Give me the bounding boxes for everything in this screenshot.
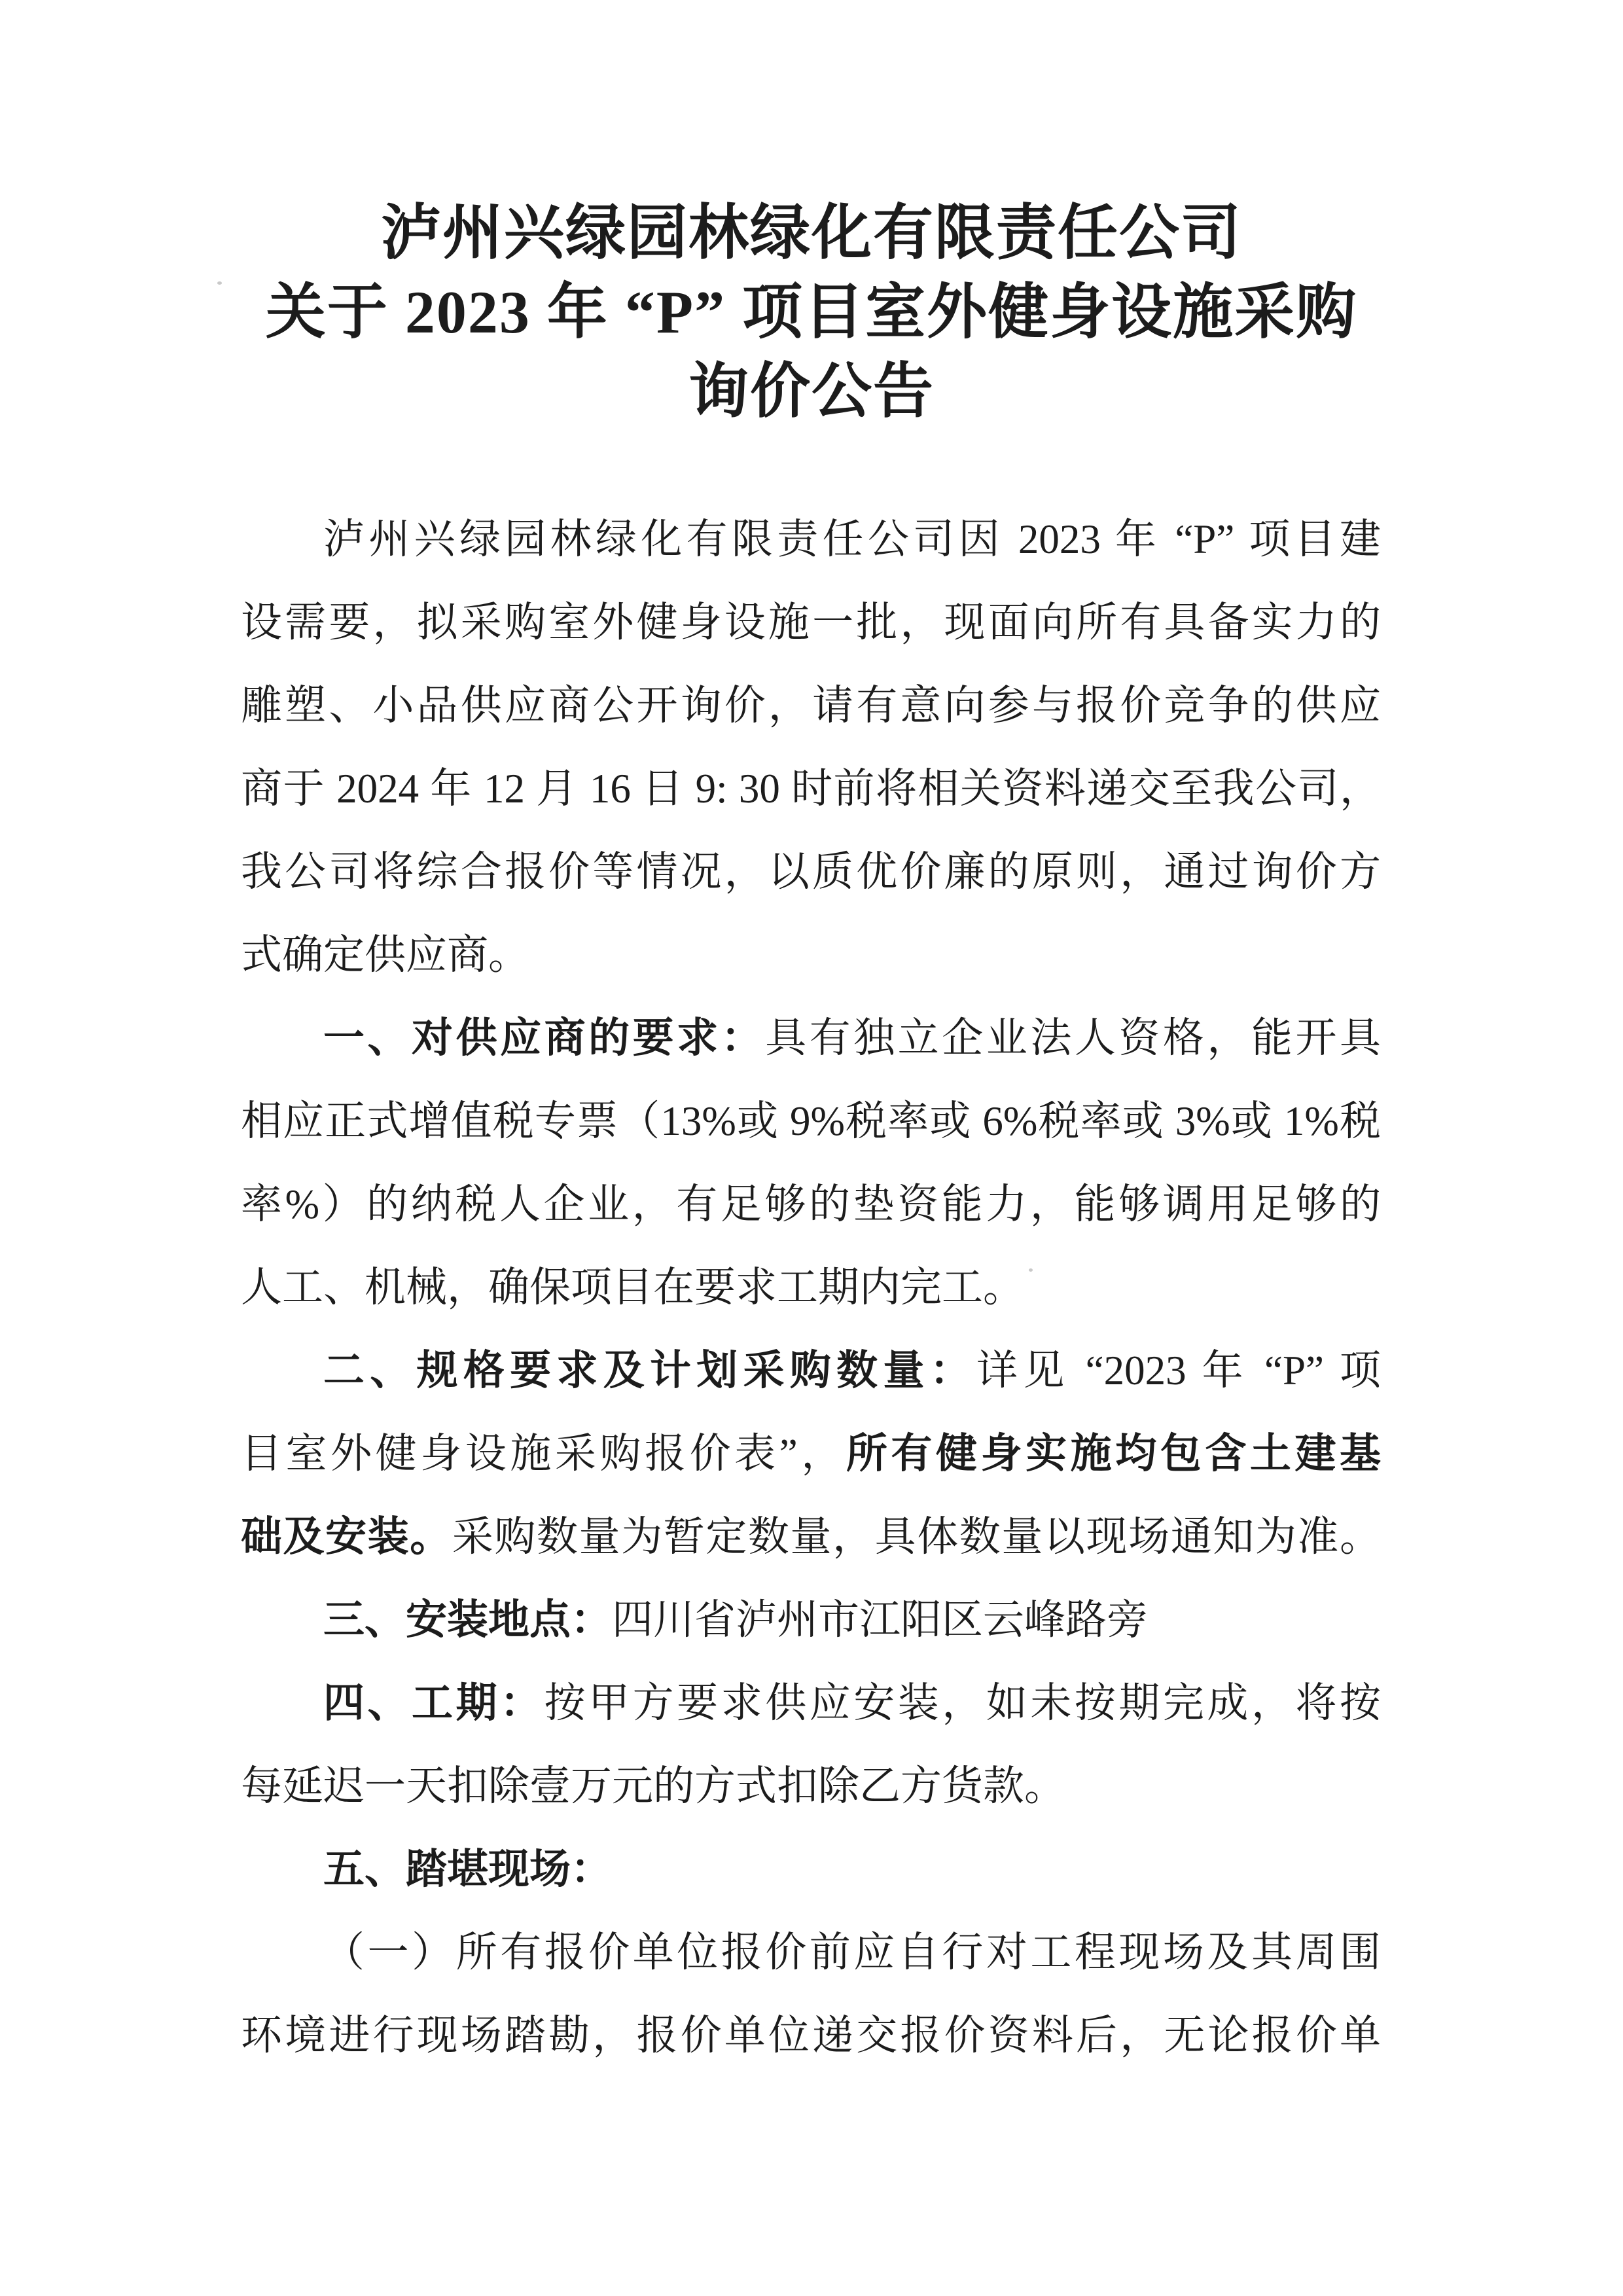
body-line <box>241 1080 1381 1163</box>
body-line <box>241 1329 1381 1412</box>
body-line <box>241 1828 1381 1911</box>
text-segment: 泸州兴绿园林绿化有限责任公司因 2023 年 “P” 项目建 <box>323 516 1381 562</box>
text-segment: 目室外健身设施采购报价表”， <box>241 1431 846 1477</box>
text-segment: 四川省泸州市江阳区云峰路旁 <box>612 1597 1148 1643</box>
bold-text-segment: 二、规格要求及计划采购数量： <box>323 1348 977 1393</box>
body-line <box>241 1911 1381 1994</box>
body-line <box>241 831 1381 914</box>
body-line <box>241 1496 1381 1579</box>
scan-speckle <box>217 281 222 285</box>
body-line <box>241 1412 1381 1496</box>
body-line <box>241 498 1381 581</box>
text-segment: 雕塑、小品供应商公开询价，请有意向参与报价竞争的供应 <box>241 683 1381 728</box>
text-segment: 按甲方要求供应安装，如未按期完成，将按 <box>544 1680 1382 1726</box>
text-segment: 具有独立企业法人资格，能开具 <box>765 1015 1382 1061</box>
scan-speckle <box>1029 1268 1033 1272</box>
text-segment: 采购数量为暂定数量，具体数量以现场通知为准。 <box>452 1514 1382 1560</box>
body-line <box>241 747 1381 831</box>
body-line <box>241 914 1381 997</box>
text-segment: 我公司将综合报价等情况，以质优价廉的原则，通过询价方 <box>241 849 1381 895</box>
bold-text-segment: 五、踏堪现场： <box>323 1846 612 1892</box>
text-segment: 环境进行现场踏勘，报价单位递交报价资料后，无论报价单 <box>241 2013 1381 2058</box>
text-segment: （一）所有报价单位报价前应自行对工程现场及其周围 <box>323 1929 1381 1975</box>
text-segment: 式确定供应商。 <box>241 932 529 978</box>
body-line <box>241 1745 1381 1828</box>
text-segment: 率%）的纳税人企业，有足够的垫资能力，能够调用足够的 <box>241 1181 1381 1227</box>
document-body <box>241 498 1381 2077</box>
body-line <box>241 1579 1381 1662</box>
body-line <box>241 581 1381 664</box>
body-line <box>241 1662 1381 1745</box>
body-line <box>241 997 1381 1080</box>
text-segment: 商于 2024 年 12 月 16 日 9: 30 时前将相关资料递交至我公司， <box>241 766 1381 812</box>
document-title <box>0 0 1623 431</box>
text-segment: 设需要，拟采购室外健身设施一批，现面向所有具备实力的 <box>241 600 1381 645</box>
title-line-2: 关于 2023 年 “P” 项目室外健身设施采购 <box>265 279 1358 346</box>
body-line <box>241 1994 1381 2077</box>
body-line <box>241 664 1381 747</box>
bold-text-segment: 一、对供应商的要求： <box>323 1015 766 1061</box>
bold-text-segment: 础及安装。 <box>241 1514 452 1560</box>
title-line-3: 询价公告 <box>688 358 935 425</box>
text-segment: 相应正式增值税专票（13%或 9%税率或 6%税率或 3%或 1%税 <box>241 1098 1381 1144</box>
text-segment: 每延迟一天扣除壹万元的方式扣除乙方货款。 <box>241 1763 1065 1809</box>
bold-text-segment: 所有健身实施均包含土建基 <box>846 1431 1382 1477</box>
bold-text-segment: 四、工期： <box>323 1680 544 1726</box>
text-segment: 人工、机械，确保项目在要求工期内完工。 <box>241 1265 1024 1310</box>
title-line-1: 泸州兴绿园林绿化有限责任公司 <box>380 200 1242 266</box>
text-segment: 详见 “2023 年 “P” 项 <box>976 1348 1381 1393</box>
body-line <box>241 1163 1381 1246</box>
body-line <box>241 1246 1381 1329</box>
bold-text-segment: 三、安装地点： <box>323 1597 612 1643</box>
